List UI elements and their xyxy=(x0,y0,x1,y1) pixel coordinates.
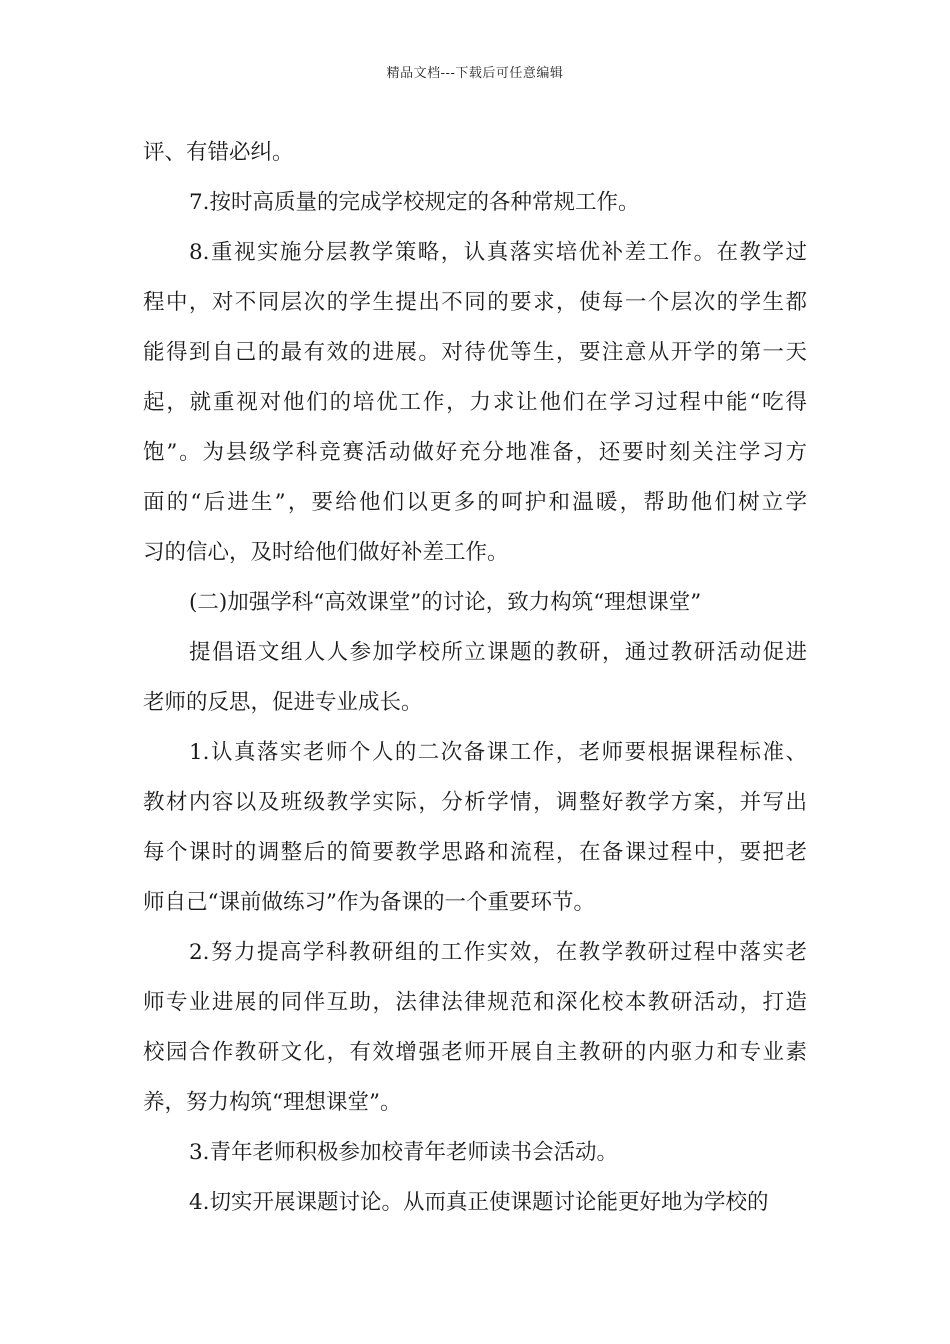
text-line: 能得到自己的最有效的进展。对待优等生，要注意从开学的第一天 xyxy=(143,340,807,365)
text-line: 起，就重视对他们的培优工作，力求让他们在学习过程中能“吃得 xyxy=(143,390,807,415)
paragraph xyxy=(143,628,807,728)
text-line: (二)加强学科“高效课堂”的讨论，致力构筑“理想课堂” xyxy=(189,590,702,615)
text-line: 评、有错必纠。 xyxy=(143,140,294,165)
page-header: 精品文档---下载后可任意编辑 xyxy=(386,66,564,81)
paragraph xyxy=(143,228,807,578)
paragraph xyxy=(143,928,807,1128)
text-line: 1.认真落实老师个人的二次备课工作，老师要根据课程标准、 xyxy=(189,740,807,765)
text-line: 习的信心，及时给他们做好补差工作。 xyxy=(143,540,509,565)
paragraph xyxy=(143,1178,807,1228)
paragraph xyxy=(143,1128,807,1178)
section-heading xyxy=(143,578,807,628)
text-line: 老师的反思，促进专业成长。 xyxy=(143,690,423,715)
text-line: 每个课时的调整后的简要教学思路和流程，在备课过程中，要把老 xyxy=(143,840,807,865)
text-line: 8.重视实施分层教学策略，认真落实培优补差工作。在教学过 xyxy=(189,240,807,265)
text-line: 7.按时高质量的完成学校规定的各种常规工作。 xyxy=(189,190,640,215)
text-line: 师专业进展的同伴互助，法律法律规范和深化校本教研活动，打造 xyxy=(143,990,807,1015)
document-body xyxy=(143,128,807,1228)
text-line: 教材内容以及班级教学实际，分析学情，调整好教学方案，并写出 xyxy=(143,790,807,815)
text-line: 校园合作教研文化，有效增强老师开展自主教研的内驱力和专业素 xyxy=(143,1040,807,1065)
text-line: 饱”。为县级学科竞赛活动做好充分地准备，还要时刻关注学习方 xyxy=(143,440,807,465)
text-line: 4.切实开展课题讨论。从而真正使课题讨论能更好地为学校的 xyxy=(189,1190,769,1215)
text-line: 面的“后进生”，要给他们以更多的呵护和温暖，帮助他们树立学 xyxy=(143,490,807,515)
paragraph xyxy=(143,178,807,228)
text-line: 2.努力提高学科教研组的工作实效，在教学教研过程中落实老 xyxy=(189,940,807,965)
paragraph xyxy=(143,728,807,928)
text-line: 提倡语文组人人参加学校所立课题的教研，通过教研活动促进 xyxy=(189,640,807,665)
text-line: 养，努力构筑“理想课堂”。 xyxy=(143,1090,402,1115)
text-line: 程中，对不同层次的学生提出不同的要求，使每一个层次的学生都 xyxy=(143,290,807,315)
text-line: 师自己“课前做练习”作为备课的一个重要环节。 xyxy=(143,890,595,915)
paragraph xyxy=(143,128,807,178)
text-line: 3.青年老师积极参加校青年老师读书会活动。 xyxy=(189,1140,619,1165)
